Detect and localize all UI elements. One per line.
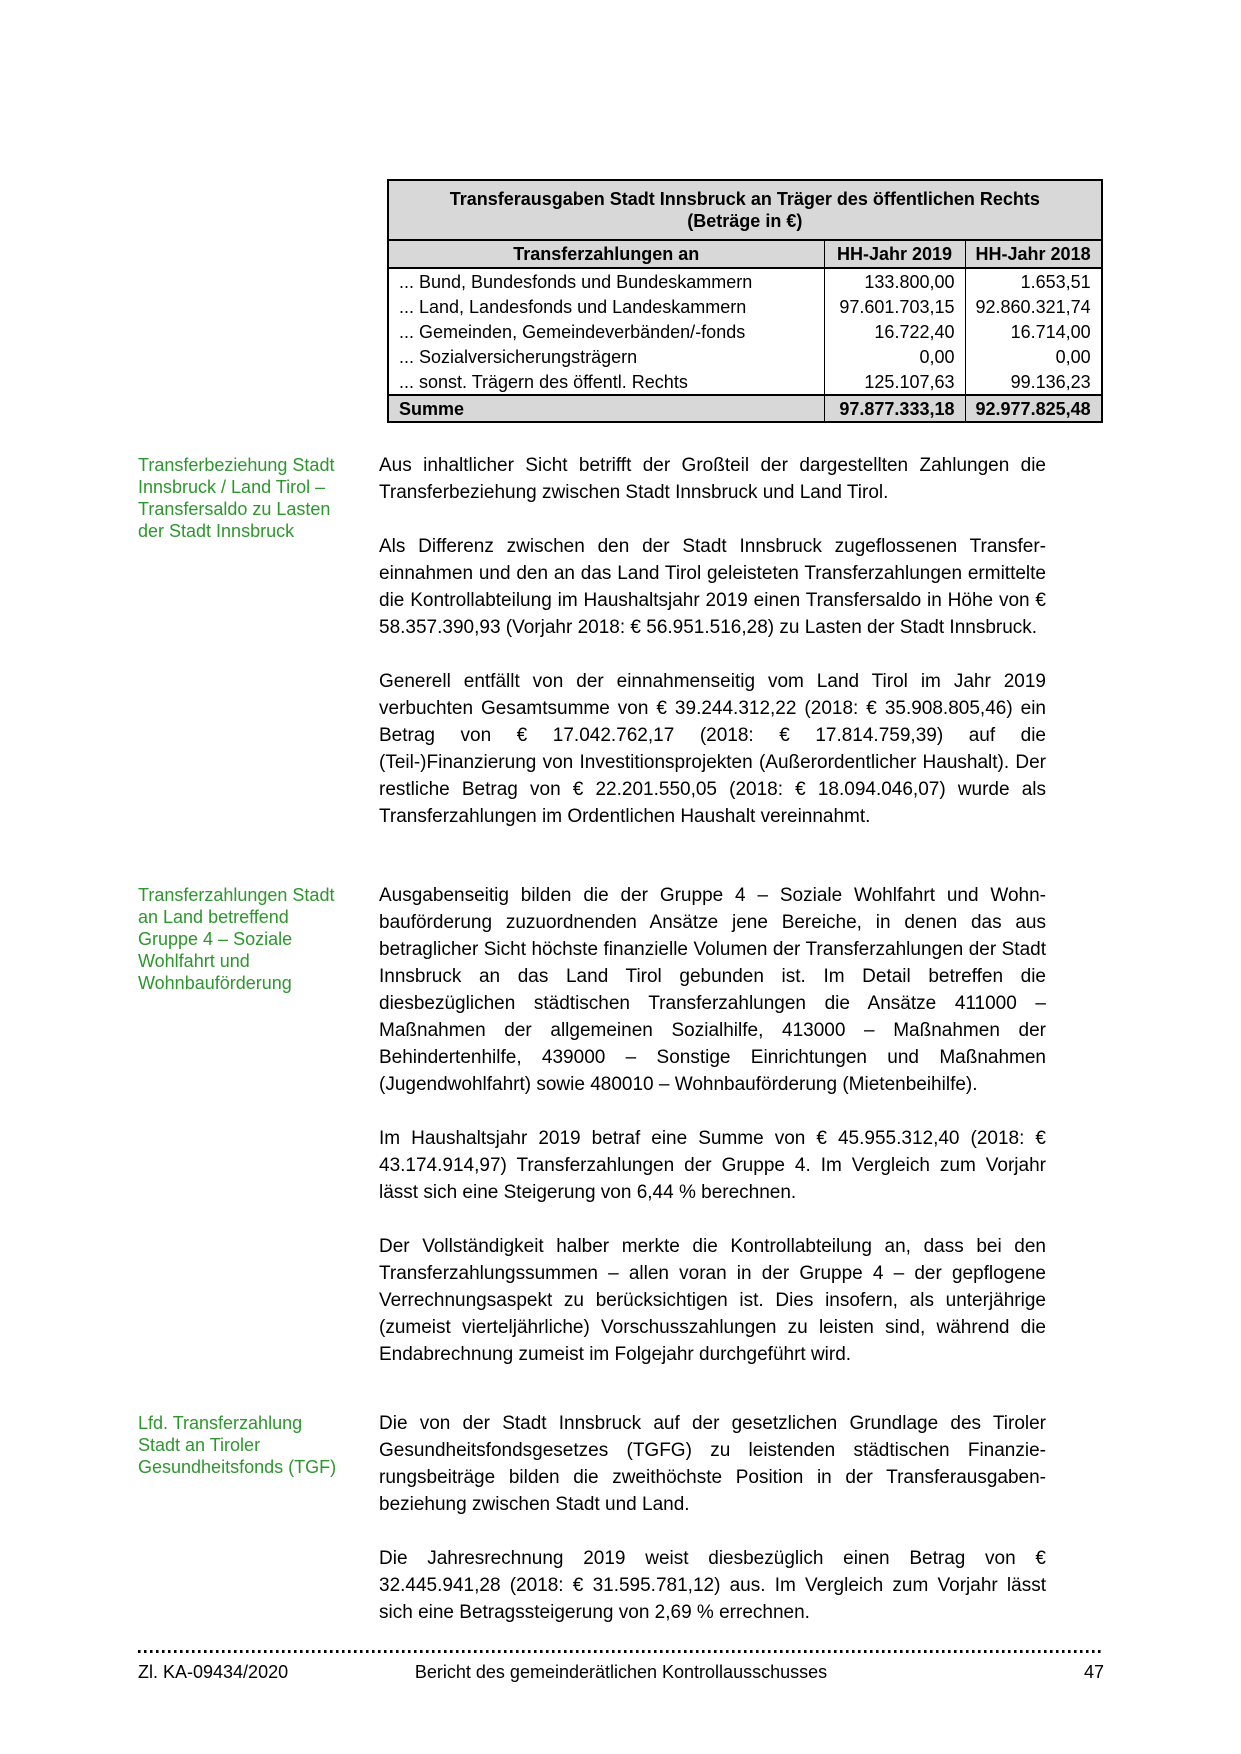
table-row — [388, 268, 1102, 294]
table-total-row — [388, 395, 1102, 422]
total-label: Summe — [388, 395, 824, 422]
paragraph: Die Jahresrechnung 2019 weist diesbezüglich einen Betrag von € 32.445.941,28 (2018: € 31.595.781,12) aus. Im Vergleich zum Vorjahr lässt sich eine Betragssteigerung von 2,69 % errechnen. — [379, 1548, 1046, 1623]
table-title-cell — [388, 180, 1102, 240]
table-row — [388, 369, 1102, 395]
table-title: Transferausgaben Stadt Innsbruck an Träger des öffentlichen Rechts — [449, 189, 1040, 209]
paragraph: Die von der Stadt Innsbruck auf der gesetzlichen Grundlage des Tiroler Gesundheitsfondsgesetzes (TGFG) zu leistenden städtischen Finanzierungsbeiträge bilden die zweithöchste Position in der Transferausgabenbeziehung zwischen Stadt und Land. — [379, 1413, 1046, 1515]
paragraph: Ausgabenseitig bilden die der Gruppe 4 – Soziale Wohlfahrt und Wohnbauförderung zuzuordnenden Ansätze jene Bereiche, in denen das aus betraglicher Sicht höchste finanzielle Volumen der Transferzahlungen der Stadt Innsbruck an das Land Tirol gebunden ist. Im Detail betreffen die diesbezüglichen städtischen Transferzahlungen die Ansätze 411000 – Maßnahmen der allgemeinen Sozialhilfe, 413000 – Maßnahmen der Behindertenhilfe, 439000 – Sonstige Einrichtungen und Maßnahmen (Jugendwohlfahrt) sowie 480010 – Wohnbauförderung (Mietenbeihilfe). — [379, 885, 1046, 1095]
footer-dotted-divider — [138, 1650, 1104, 1653]
paragraph: Im Haushaltsjahr 2019 betraf eine Summe von € 45.955.312,40 (2018: € 43.174.914,97) Transferzahlungen der Gruppe 4. Im Vergleich zum Vorjahr lässt sich eine Steigerung von 6,44 % berechnen. — [379, 1128, 1046, 1203]
value-2019: 16.722,40 — [824, 319, 965, 344]
table-row — [388, 319, 1102, 344]
section-transfer-relationship — [138, 452, 1046, 830]
row-label: ... sonst. Trägern des öffentl. Rechts — [399, 371, 688, 392]
page-footer — [138, 1650, 1104, 1684]
total-2019: 97.877.333,18 — [824, 395, 965, 422]
value-2019: 133.800,00 — [824, 268, 965, 294]
paragraph: Aus inhaltlicher Sicht betrifft der Großteil der dargestellten Zahlungen die Transferbeziehung zwischen Stadt Innsbruck und Land Tirol. — [379, 455, 1046, 503]
value-2018: 1.653,51 — [965, 268, 1102, 294]
column-header-2018: HH-Jahr 2018 — [965, 240, 1102, 268]
table-subtitle: (Beträge in €) — [687, 211, 803, 231]
row-label: ... Bund, Bundesfonds und Bundeskammern — [399, 271, 753, 292]
table-row — [388, 344, 1102, 369]
footer-report-title: Bericht des gemeinderätlichen Kontrollausschusses — [414, 1662, 828, 1682]
margin-note: Transferbeziehung Stadt Innsbruck / Land Tirol – Transfersaldo zu Lasten der Stadt Innsbruck — [138, 455, 335, 541]
margin-note: Transferzahlungen Stadt an Land betreffend Gruppe 4 – Soziale Wohlfahrt und Wohnbauförderung — [138, 885, 335, 993]
row-label: ... Sozialversicherungsträgern — [399, 346, 638, 367]
total-2018: 92.977.825,48 — [965, 395, 1102, 422]
row-label: ... Land, Landesfonds und Landeskammern — [399, 296, 747, 317]
value-2019: 0,00 — [824, 344, 965, 369]
paragraph: Generell entfällt von der einnahmenseitig vom Land Tirol im Jahr 2019 verbuchten Gesamtsumme von € 39.244.312,22 (2018: € 35.908.805,46) ein Betrag von € 17.042.762,17 (2018: € 17.814.759,39) auf die (Teil-)Finanzierung von Investitionsprojekten (Außerordentlicher Haushalt). Der restliche Betrag von € 22.201.550,05 (2018: € 18.094.046,07) wurde als Transferzahlungen im Ordentlichen Haushalt vereinnahmt. — [379, 671, 1046, 827]
paragraph: Der Vollständigkeit halber merkte die Kontrollabteilung an, dass bei den Transferzahlungssummen – allen voran in der Gruppe 4 – der gepflogene Verrechnungsaspekt zu berücksichtigen ist. Dies insofern, als unterjährige (zumeist vierteljährliche) Vorschusszahlungen zu leisten sind, während die Endabrechnung zumeist im Folgejahr durchgeführt wird. — [379, 1236, 1046, 1365]
section-health-fund — [138, 1410, 1046, 1626]
margin-note: Lfd. Transferzahlung Stadt an Tiroler Gesundheitsfonds (TGF) — [138, 1413, 337, 1477]
footer-reference: Zl. KA-09434/2020 — [138, 1662, 289, 1682]
column-header-recipient: Transferzahlungen an — [388, 240, 824, 268]
value-2019: 97.601.703,15 — [824, 294, 965, 319]
value-2018: 0,00 — [965, 344, 1102, 369]
row-label: ... Gemeinden, Gemeindeverbänden/-fonds — [399, 321, 746, 342]
section-body — [379, 1410, 1046, 1626]
footer-row — [138, 1662, 1104, 1684]
value-2018: 99.136,23 — [965, 369, 1102, 395]
section-body — [379, 882, 1046, 1368]
value-2019: 125.107,63 — [824, 369, 965, 395]
paragraph: Als Differenz zwischen den der Stadt Innsbruck zugeflossenen Transfereinnahmen und den an das Land Tirol geleisteten Transferzahlungen ermittelte die Kontrollabteilung im Haushaltsjahr 2019 einen Transfersaldo in Höhe von € 58.357.390,93 (Vorjahr 2018: € 56.951.516,28) zu Lasten der Stadt Innsbruck. — [379, 536, 1046, 638]
section-body — [379, 452, 1046, 830]
section-group4-transfers — [138, 882, 1046, 1368]
table-title-row — [388, 180, 1102, 240]
footer-page-number: 47 — [1083, 1662, 1104, 1682]
value-2018: 16.714,00 — [965, 319, 1102, 344]
column-header-2019: HH-Jahr 2019 — [824, 240, 965, 268]
table-header-row — [388, 240, 1102, 268]
table-row — [388, 294, 1102, 319]
value-2018: 92.860.321,74 — [965, 294, 1102, 319]
transfer-expenses-table — [387, 179, 1103, 423]
